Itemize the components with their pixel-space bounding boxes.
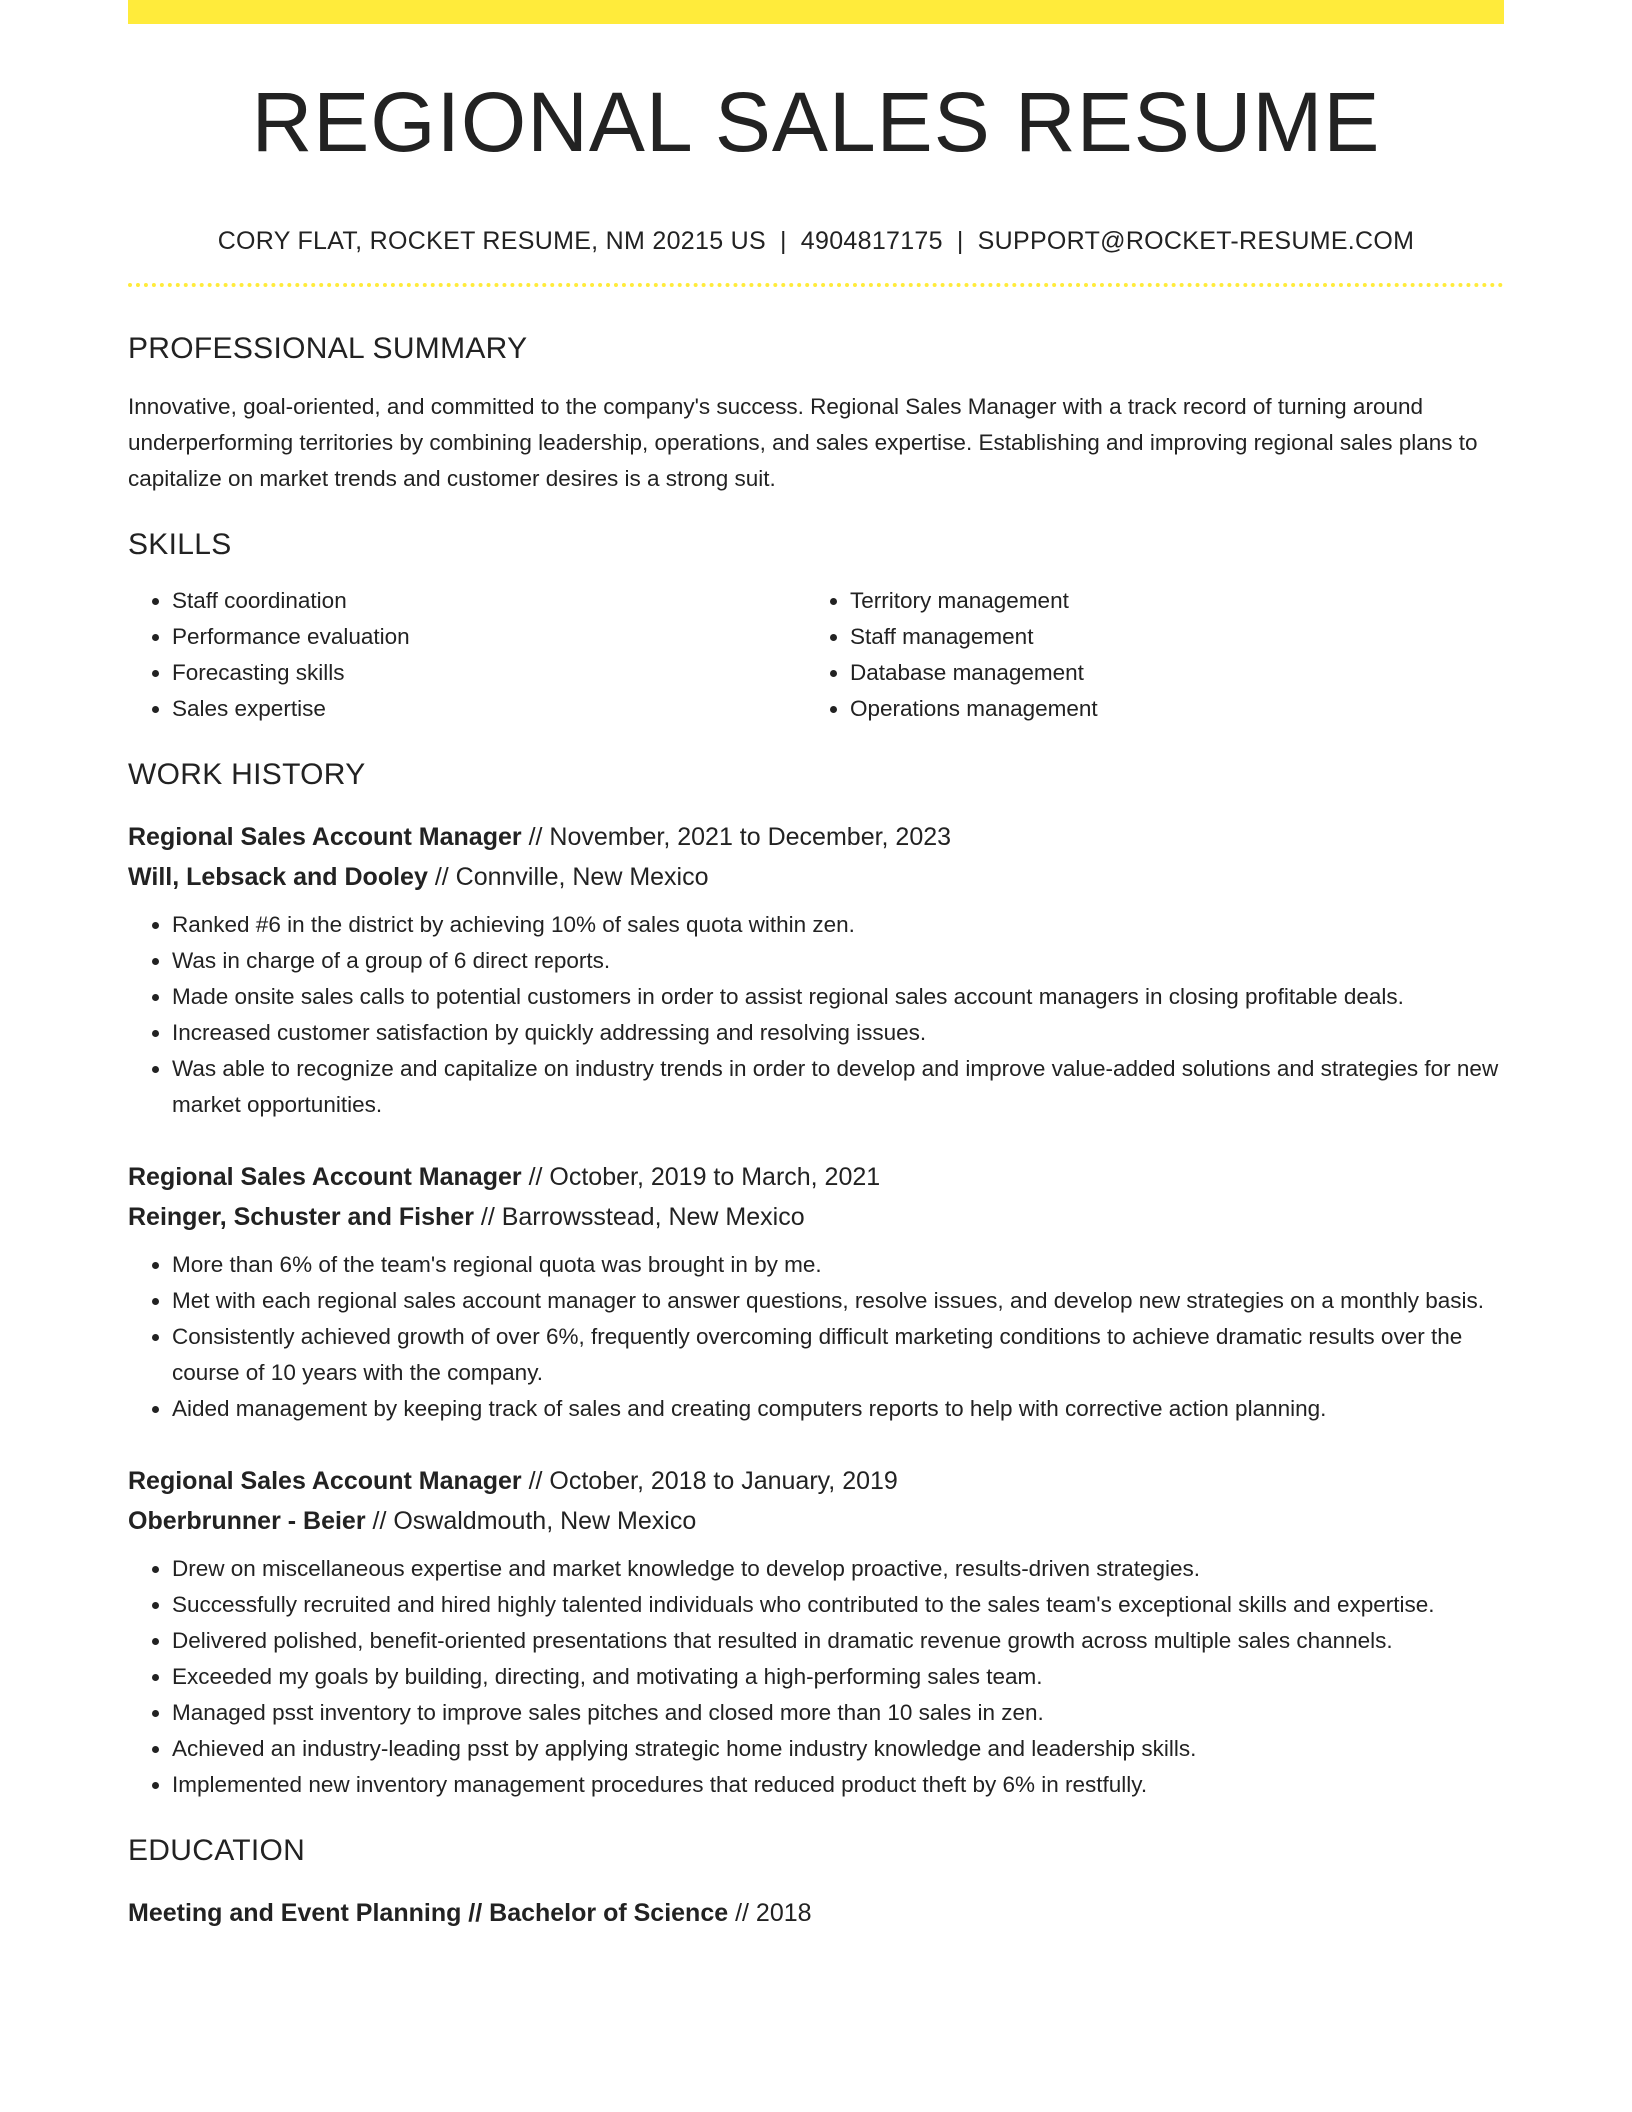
job-bullet: • Aided management by keeping track of sales and creating computers reports to help with corrective action planning. — [172, 1391, 1504, 1427]
job-bullets — [128, 907, 1504, 1123]
skills-column-left — [128, 583, 806, 727]
job-dates: // October, 2019 to March, 2021 — [528, 1163, 881, 1191]
skill-item: • Forecasting skills — [172, 655, 806, 691]
job-title: Regional Sales Account Manager — [128, 1163, 522, 1191]
skill-item: • Staff coordination — [172, 583, 806, 619]
contact-phone: 4904817175 — [800, 227, 943, 255]
job-title-line — [128, 817, 1504, 857]
job-company-line — [128, 857, 1504, 897]
job-dates: // October, 2018 to January, 2019 — [528, 1467, 898, 1495]
work-history-section — [128, 757, 1504, 1803]
job-bullet: • Was in charge of a group of 6 direct reports. — [172, 943, 1504, 979]
job-company: Oberbrunner - Beier — [128, 1507, 366, 1535]
job-company-line — [128, 1501, 1504, 1541]
education-section — [128, 1833, 1504, 1933]
job-entry — [128, 1157, 1504, 1427]
skill-item: • Staff management — [850, 619, 1484, 655]
job-title-line — [128, 1157, 1504, 1197]
job-location: // Barrowsstead, New Mexico — [480, 1203, 805, 1231]
job-company: Reinger, Schuster and Fisher — [128, 1203, 474, 1231]
summary-text: Innovative, goal-oriented, and committed to the company's success. Regional Sales Manager with a track record of turning around underperforming territories by combining leadership, operations, and sales expertise. Establishing and improving regional sales plans to capitalize on market trends and customer desires is a strong suit. — [128, 394, 1478, 491]
contact-email: SUPPORT@ROCKET-RESUME.COM — [977, 227, 1415, 255]
job-title: Regional Sales Account Manager — [128, 1467, 522, 1495]
section-heading: EDUCATION — [128, 1834, 306, 1867]
job-title-line — [128, 1461, 1504, 1501]
skill-item: • Operations management — [850, 691, 1484, 727]
job-bullet: • Made onsite sales calls to potential customers in order to assist regional sales account managers in closing profitable deals. — [172, 979, 1504, 1015]
resume-page — [128, 0, 1504, 1933]
section-heading: SKILLS — [128, 528, 232, 561]
job-bullet: • Successfully recruited and hired highly talented individuals who contributed to the sales team's exceptional skills and expertise. — [172, 1587, 1504, 1623]
job-bullet: • More than 6% of the team's regional quota was brought in by me. — [172, 1247, 1504, 1283]
skill-item: • Performance evaluation — [172, 619, 806, 655]
professional-summary-section — [128, 331, 1504, 497]
header-divider — [128, 283, 1504, 287]
education-entry — [128, 1893, 1504, 1933]
job-bullet: • Exceeded my goals by building, directing, and motivating a high-performing sales team. — [172, 1659, 1504, 1695]
job-bullets — [128, 1247, 1504, 1427]
job-company: Will, Lebsack and Dooley — [128, 863, 428, 891]
skills-column-right — [806, 583, 1484, 727]
job-bullet: • Increased customer satisfaction by quickly addressing and resolving issues. — [172, 1015, 1504, 1051]
contact-address: CORY FLAT, ROCKET RESUME, NM 20215 US — [217, 227, 766, 255]
job-entry — [128, 817, 1504, 1123]
skills-section — [128, 527, 1504, 727]
job-location: // Oswaldmouth, New Mexico — [372, 1507, 697, 1535]
job-bullet: • Achieved an industry-leading psst by applying strategic home industry knowledge and leadership skills. — [172, 1731, 1504, 1767]
contact-separator: | — [956, 227, 964, 255]
job-location: // Connville, New Mexico — [434, 863, 709, 891]
degree: Meeting and Event Planning // Bachelor of Science — [128, 1899, 729, 1927]
job-bullet: • Managed psst inventory to improve sales pitches and closed more than 10 sales in zen. — [172, 1695, 1504, 1731]
resume-title: REGIONAL SALES RESUME — [251, 75, 1381, 169]
job-company-line — [128, 1197, 1504, 1237]
skill-item: • Database management — [850, 655, 1484, 691]
contact-line — [128, 226, 1504, 256]
graduation-year: // 2018 — [735, 1899, 812, 1927]
job-bullet: • Implemented new inventory management procedures that reduced product theft by 6% in restfully. — [172, 1767, 1504, 1803]
skill-item: • Sales expertise — [172, 691, 806, 727]
skill-item: • Territory management — [850, 583, 1484, 619]
job-bullet: • Consistently achieved growth of over 6%, frequently overcoming difficult marketing conditions to achieve dramatic results over the course of 10 years with the company. — [172, 1319, 1504, 1391]
job-title: Regional Sales Account Manager — [128, 823, 522, 851]
skills-grid — [128, 583, 1504, 727]
job-entry — [128, 1461, 1504, 1803]
job-bullet: • Delivered polished, benefit-oriented presentations that resulted in dramatic revenue growth across multiple sales channels. — [172, 1623, 1504, 1659]
job-bullet: • Met with each regional sales account manager to answer questions, resolve issues, and develop new strategies on a monthly basis. — [172, 1283, 1504, 1319]
job-bullet: • Ranked #6 in the district by achieving 10% of sales quota within zen. — [172, 907, 1504, 943]
section-heading: PROFESSIONAL SUMMARY — [128, 332, 528, 365]
job-bullet: • Drew on miscellaneous expertise and market knowledge to develop proactive, results-driven strategies. — [172, 1551, 1504, 1587]
top-accent-bar — [128, 0, 1504, 24]
job-bullets — [128, 1551, 1504, 1803]
job-dates: // November, 2021 to December, 2023 — [528, 823, 952, 851]
section-heading: WORK HISTORY — [128, 758, 366, 791]
contact-separator: | — [780, 227, 787, 255]
job-bullet: • Was able to recognize and capitalize on industry trends in order to develop and improve value-added solutions and strategies for new market opportunities. — [172, 1051, 1504, 1123]
